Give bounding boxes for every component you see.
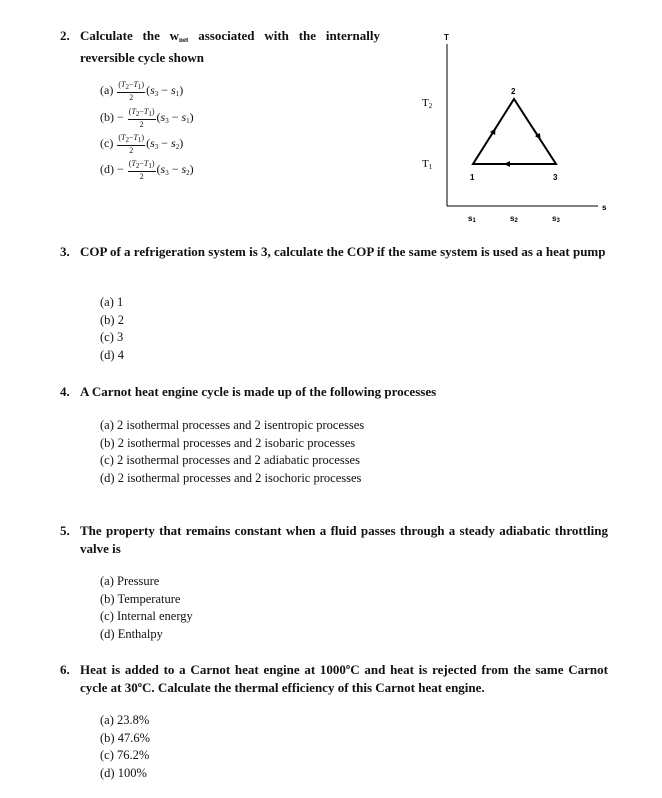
fraction-numerator: (T2−T1) (118, 133, 145, 144)
fraction (117, 133, 145, 155)
arrow-2-3 (534, 129, 539, 137)
fraction-denominator: 2 (129, 93, 134, 102)
var-s: s (150, 135, 155, 150)
s-axis-label: s (602, 203, 607, 212)
question-6 (60, 661, 608, 697)
t-axis-label: T (444, 33, 449, 42)
var-t: T (121, 133, 126, 142)
option[interactable]: (b) 47.6% (100, 730, 150, 745)
subscript: 1 (137, 83, 142, 91)
entropy-diff: $(s_3 - s_2)$ (156, 161, 194, 177)
s2-label: s2 (510, 214, 518, 224)
ts-diagram (410, 28, 610, 228)
subscript: 3 (154, 142, 159, 151)
question-number: 3. (60, 244, 70, 259)
option[interactable]: (b) 2 (100, 312, 124, 327)
q6-options (100, 712, 150, 782)
math-option[interactable] (100, 107, 194, 129)
fraction-denominator: 2 (139, 120, 144, 129)
option[interactable]: (d) 2 isothermal processes and 2 isochoric processes (100, 470, 362, 485)
subscript: 3 (154, 89, 159, 98)
s1-label: s1 (468, 214, 476, 224)
fraction (128, 159, 156, 181)
entropy-diff: $(s_3 - s_2)$ (146, 135, 184, 151)
var-s: s (171, 82, 176, 97)
option[interactable]: (d) Enthalpy (100, 626, 163, 641)
var-t: T (121, 80, 126, 89)
entropy-diff: $(s_3 - s_1)$ (156, 109, 194, 125)
point-2-label: 2 (511, 87, 516, 96)
subscript: 1 (148, 162, 152, 170)
option[interactable]: (c) 76.2% (100, 748, 150, 763)
option[interactable]: (c) 2 isothermal processes and 2 adiabatic processes (100, 453, 360, 468)
subscript: 2 (186, 168, 190, 177)
option[interactable]: (c) 3 (100, 330, 124, 345)
option[interactable]: (a) 1 (100, 295, 124, 309)
minus-sign: − (117, 161, 127, 176)
question-text: Calculate the $w_{net}$ associated with the internally reversible cycle shown (80, 28, 380, 65)
subscript: 1 (175, 89, 180, 98)
question-text: The property that remains constant when a fluid passes through a steady adiabatic throttling valve is (80, 523, 608, 556)
fraction-denominator: 2 (139, 172, 144, 181)
var-s: s (171, 135, 176, 150)
question-number: 4. (60, 384, 70, 399)
option[interactable]: (a) Pressure (100, 574, 160, 588)
var-s: s (181, 109, 187, 124)
fraction-numerator: (T2−T1) (118, 80, 145, 91)
question-5 (60, 522, 608, 558)
subscript: 3 (165, 168, 169, 177)
var-s: s (150, 82, 155, 97)
question-text: COP of a refrigeration system is 3, calculate the COP if the same system is used as a heat pump (80, 244, 606, 259)
subscript: 1 (137, 136, 142, 144)
option-label: (a) (100, 82, 117, 97)
option-label: (d) (100, 161, 117, 176)
var-t: T (133, 80, 138, 89)
fraction (117, 80, 145, 102)
option[interactable]: (a) 2 isothermal processes and 2 isentropic processes (100, 418, 365, 432)
var-s: s (160, 109, 166, 124)
option[interactable]: (c) Internal energy (100, 609, 193, 624)
t2-label: T2 (422, 97, 433, 110)
subscript: 1 (148, 110, 152, 118)
q4-options (100, 417, 364, 487)
subscript: 2 (135, 110, 140, 118)
question-4 (60, 383, 608, 401)
cycle-triangle (473, 99, 556, 164)
option[interactable]: (d) 100% (100, 765, 147, 780)
fraction (128, 107, 156, 129)
s3-label: s3 (552, 214, 560, 224)
q3-options (100, 294, 124, 364)
question-number: 5. (60, 523, 70, 538)
q5-options (100, 573, 193, 643)
question-text: A Carnot heat engine cycle is made up of the following processes (80, 384, 437, 399)
math-option[interactable] (100, 159, 194, 181)
option-label: (c) (100, 135, 117, 150)
option[interactable]: (a) 23.8% (100, 713, 150, 727)
subscript: 1 (186, 116, 190, 125)
question-number: 2. (60, 28, 70, 43)
entropy-diff: $(s_3 - s_1)$ (146, 82, 184, 98)
t1-label: T1 (422, 158, 433, 171)
var-t: T (143, 107, 149, 116)
fraction-numerator: (T2−T1) (128, 107, 155, 118)
fraction-numerator: (T2−T1) (128, 159, 155, 170)
var-s: s (181, 161, 187, 176)
fraction-denominator: 2 (129, 146, 134, 155)
subscript: 2 (175, 142, 180, 151)
option[interactable]: (b) Temperature (100, 591, 181, 606)
subscript: 2 (125, 83, 129, 91)
var-t: T (143, 159, 149, 168)
option[interactable]: (b) 2 isothermal processes and 2 isobaric processes (100, 435, 356, 450)
question-number: 6. (60, 662, 70, 677)
point-1-label: 1 (470, 173, 475, 182)
option-label: (b) (100, 109, 117, 124)
var-t: T (131, 159, 136, 168)
var-t: T (133, 133, 138, 142)
question-2 (60, 27, 380, 67)
math-option[interactable] (100, 80, 183, 102)
math-option[interactable] (100, 133, 183, 155)
var-s: s (160, 161, 166, 176)
option[interactable]: (d) 4 (100, 347, 124, 362)
var-t: T (131, 107, 136, 116)
question-3 (60, 243, 608, 261)
point-3-label: 3 (553, 173, 558, 182)
question-text: Heat is added to a Carnot heat engine at 1000ºC and heat is rejected from the same Carnot cycle at 30ºC. Calculate the thermal efficiency of this Carnot heat engine. (80, 662, 608, 695)
subscript: 2 (125, 136, 129, 144)
subscript: 3 (165, 116, 169, 125)
subscript: 2 (135, 162, 140, 170)
minus-sign: − (117, 109, 127, 124)
